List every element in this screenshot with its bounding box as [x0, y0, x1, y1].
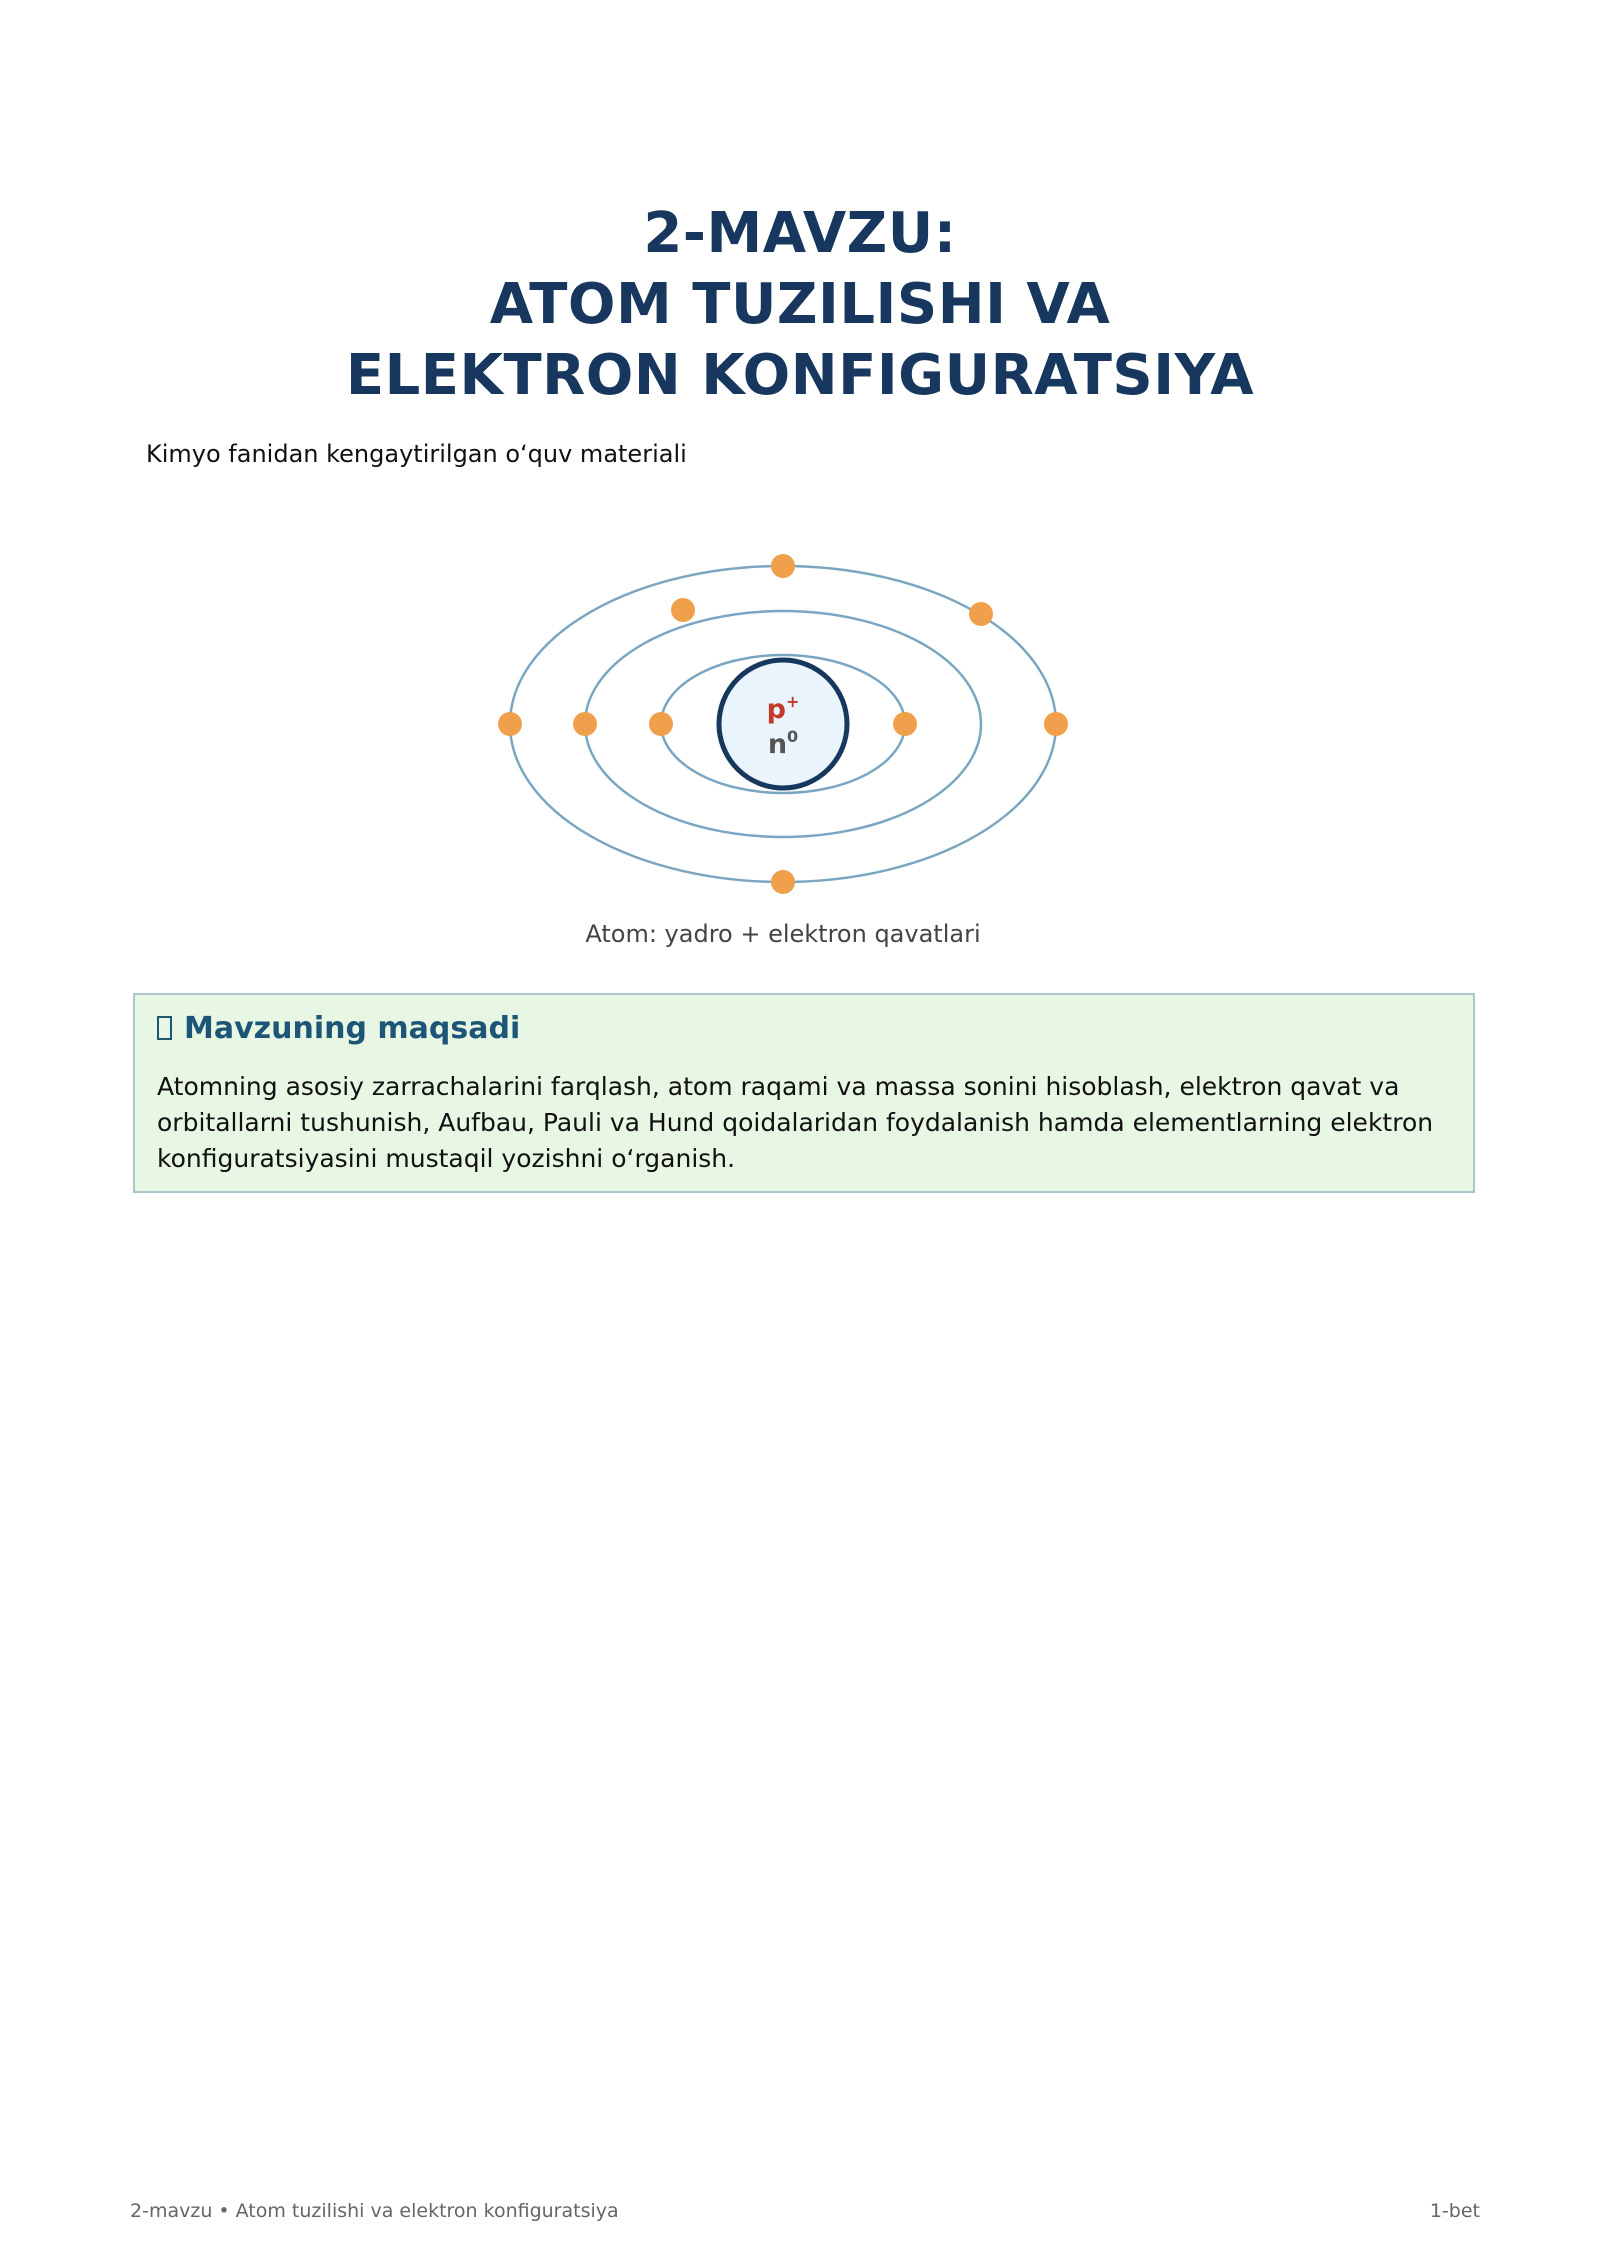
electron-outer-left	[498, 712, 522, 736]
goal-text: Atomning asosiy zarrachalarini farqlash, atom raqami va massa sonini hisoblash, elektron qavat va orbitallarni tushunish, Aufbau, Pauli va Hund qoidalaridan foydalanish hamda elementlarning elektron konfiguratsiyasini mustaqil yozishni o‘rganish.	[157, 1072, 1434, 1173]
page-number: 1-bet	[1429, 2200, 1480, 2222]
electron-inner-left	[649, 712, 673, 736]
title-line-2: ATOM TUZILISHI VA	[489, 272, 1111, 337]
goal-box	[133, 993, 1475, 1193]
electron-outer-bottom	[771, 870, 795, 894]
footer-topic: 2-mavzu • Atom tuzilishi va elektron konfiguratsiya	[130, 2200, 619, 2222]
goal-heading	[157, 1009, 520, 1049]
nucleus-neutron-label: $n^0$	[767, 727, 799, 760]
figure-caption: Atom: yadro + elektron qavatlari	[585, 920, 981, 948]
page-title	[0, 198, 1600, 411]
title-line-1: 2-MAVZU:	[643, 201, 957, 266]
goal-heading-text: Mavzuning maqsadi	[184, 1011, 521, 1046]
page-subtitle: Kimyo fanidan kengaytirilgan o‘quv materiali	[146, 440, 687, 468]
electron-outer-top	[771, 554, 795, 578]
electron-inner-right	[893, 712, 917, 736]
title-line-3: ELEKTRON KONFIGURATSIYA	[345, 343, 1255, 408]
electron-middle-left	[573, 712, 597, 736]
electron-outer-top-right	[969, 602, 993, 626]
nucleus-proton-label: p+	[766, 692, 800, 725]
electron-outer-right	[1044, 712, 1068, 736]
electron-middle-top	[671, 598, 695, 622]
target-icon	[157, 1016, 172, 1040]
atom-diagram	[490, 548, 1070, 898]
atom-diagram-svg	[490, 548, 1070, 898]
